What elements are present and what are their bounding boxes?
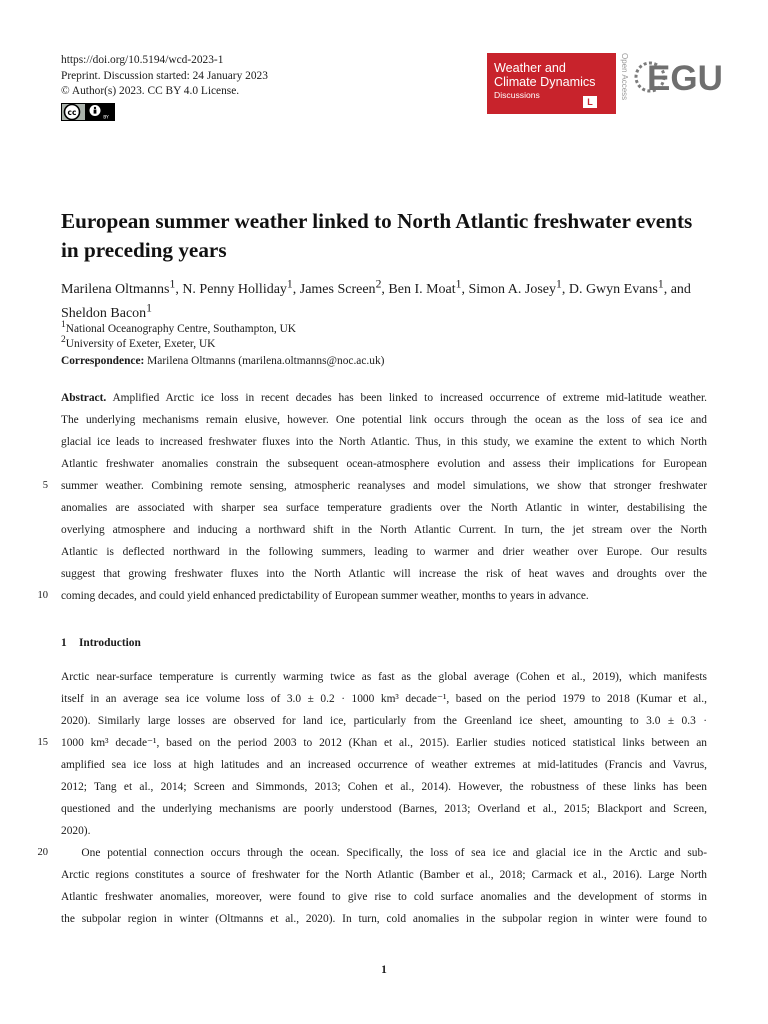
paper-title: European summer weather linked to North Atlantic freshwater events in preceding years bbox=[61, 209, 693, 262]
egu-logo-icon bbox=[633, 55, 723, 105]
abstract-line: Atlantic freshwater anomalies constrain the subsequent ocean-atmosphere evolution and assess their implications for European bbox=[61, 458, 707, 470]
section-title: Introduction bbox=[79, 637, 141, 649]
intro-line: Atlantic freshwater anomalies, moreover, were found to give rise to cold surface anomalies and the development of storms in bbox=[61, 891, 707, 903]
author: Marilena Oltmanns$^1$, bbox=[61, 277, 183, 297]
preprint-date: Preprint. Discussion started: 24 January 2023 bbox=[61, 69, 268, 82]
intro-line: questioned and the underlying mechanisms are poorly understood (Barnes, 2013; Overland et al., 2015; Blackport and Screen, bbox=[61, 803, 707, 815]
line-number: 15 bbox=[37, 737, 48, 748]
intro-line: amplified sea ice loss at high latitudes and an increased occurrence of weather extremes at mid-latitudes (Francis and Vavrus, bbox=[61, 759, 707, 771]
section-heading bbox=[61, 636, 141, 650]
intro-line: the subpolar region in winter (Oltmanns et al., 2020). In turn, cold anomalies in the subpolar region in winter were found to bbox=[61, 913, 707, 925]
doi-link[interactable]: https://doi.org/10.5194/wcd-2023-1 bbox=[61, 54, 224, 66]
journal-name-line-1: Weather and bbox=[494, 61, 566, 75]
intro-line: Arctic regions constitutes a source of freshwater for the North Atlantic (Bamber et al., 2018; Carmack et al., 2016). Large North bbox=[61, 869, 707, 881]
cc-label: cc bbox=[67, 108, 77, 117]
correspondence bbox=[61, 354, 384, 368]
page-number: 1 bbox=[381, 964, 387, 976]
author: D. Gwyn Evans$^1$, and bbox=[568, 277, 691, 297]
affiliation: $^2$University of Exeter, Exeter, UK bbox=[61, 335, 216, 350]
intro-line: 1000 km³ decade⁻¹, based on the period 2003 to 2012 (Khan et al., 2015). Earlier studies noticed statistical links between an bbox=[61, 737, 707, 749]
abstract-line: suggest that growing freshwater fluxes into the North Atlantic will increase the risk of heat waves and droughts over the bbox=[61, 568, 707, 580]
intro-line: 2012; Tang et al., 2014; Screen and Simmonds, 2013; Cohen et al., 2014). However, the robustness of these links has been bbox=[61, 781, 707, 793]
preprint-metadata bbox=[61, 53, 268, 100]
journal-discussions: Discussions bbox=[494, 90, 540, 100]
abstract-line: Atlantic is deflected northward in the following summers, leading to warmer and drier weather over Europe. Our results bbox=[61, 546, 707, 558]
line-number: 5 bbox=[42, 480, 48, 491]
journal-logo bbox=[487, 53, 616, 114]
affiliation: $^1$National Oceanography Centre, Southampton, UK bbox=[61, 320, 297, 335]
open-access-label: Open Access bbox=[620, 53, 629, 101]
by-label: BY bbox=[103, 115, 109, 121]
journal-badge: L bbox=[583, 96, 597, 108]
correspondence-email[interactable]: Marilena Oltmanns (marilena.oltmanns@noc.ac.uk) bbox=[147, 355, 385, 367]
abstract-line: glacial ice leads to increased freshwater fluxes into the North Atlantic. Thus, in this study, we examine the extent to which North bbox=[61, 436, 707, 448]
abstract-line: anomalies are associated with sharper sea surface temperature gradients over the North Atlantic in winter, destabilising the bbox=[61, 502, 707, 514]
cc-by-license-icon[interactable] bbox=[61, 103, 115, 121]
line-number: 10 bbox=[37, 590, 48, 601]
author: Sheldon Bacon$^1$ bbox=[61, 301, 152, 322]
abstract-line: Abstract. Amplified Arctic ice loss in recent decades has been linked to increased occurrence of extreme mid-latitude weather. bbox=[61, 392, 707, 404]
abstract-label: Abstract. bbox=[61, 392, 107, 404]
intro-line: itself in an average sea ice volume loss of 3.0 ± 0.2 · 1000 km³ decade⁻¹, based on the period 1979 to 2018 (Kumar et al., bbox=[61, 693, 707, 705]
abstract-line: The underlying mechanisms remain elusive, however. One potential link occurs through the ocean as the loss of sea ice and bbox=[61, 414, 707, 426]
line-number: 20 bbox=[37, 847, 48, 858]
author-list bbox=[61, 274, 711, 323]
intro-line: 2020). bbox=[61, 825, 91, 837]
author: N. Penny Holliday$^1$, bbox=[182, 277, 300, 297]
abstract-line: overlying atmosphere and inducing a northward shift in the North Atlantic Current. In turn, the jet stream over the North bbox=[61, 524, 707, 536]
section-number: 1 bbox=[61, 637, 67, 649]
copyright-notice: © Author(s) 2023. CC BY 4.0 License. bbox=[61, 85, 240, 97]
intro-line: Arctic near-surface temperature is currently warming twice as fast as the global average (Cohen et al., 2019), which manifests bbox=[61, 671, 707, 683]
journal-name-line-2: Climate Dynamics bbox=[494, 75, 596, 89]
author: Ben I. Moat$^1$, bbox=[388, 277, 469, 297]
abstract-line: summer weather. Combining remote sensing, atmospheric reanalyses and model simulations, we show that stronger freshwater bbox=[61, 480, 707, 492]
author: Simon A. Josey$^1$, bbox=[468, 277, 569, 297]
intro-line: One potential connection occurs through the ocean. Specifically, the loss of sea ice and glacial ice in the Arctic and sub- bbox=[61, 847, 707, 859]
correspondence-label: Correspondence: bbox=[61, 355, 145, 367]
intro-line: 2020). Similarly large losses are observed for land ice, particularly from the Greenland ice sheet, amounting to 3.0 ± 0.3 · bbox=[61, 715, 707, 727]
egu-text: EGU bbox=[647, 59, 723, 98]
abstract-line: coming decades, and could yield enhanced predictability of European summer weather, months to years in advance. bbox=[61, 590, 589, 602]
author: James Screen$^2$, bbox=[299, 277, 389, 297]
